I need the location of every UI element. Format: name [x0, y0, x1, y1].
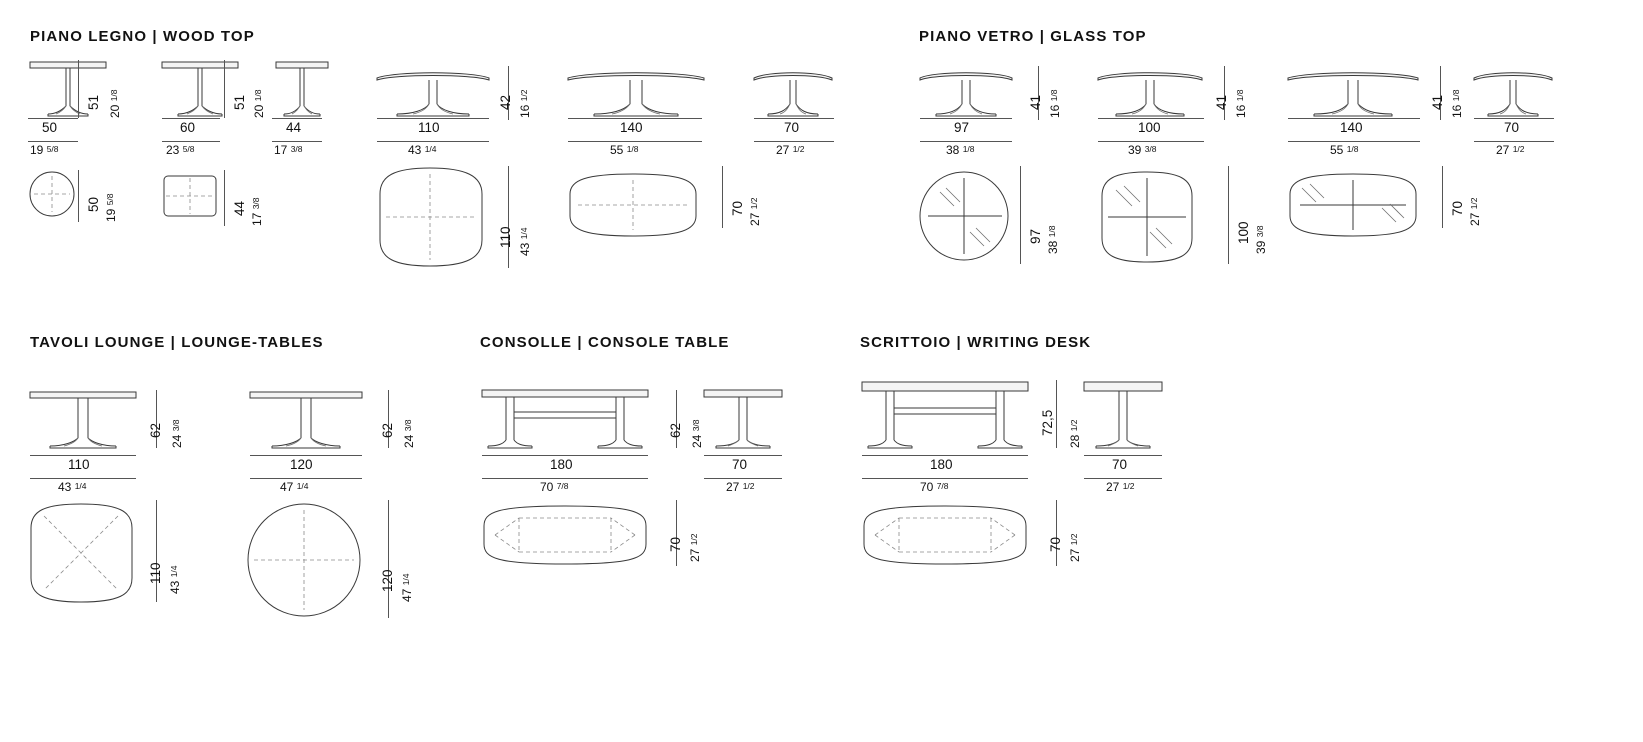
dim-rule	[28, 118, 78, 119]
dim-rule	[1084, 478, 1162, 479]
desk-table-70-elevation	[1082, 380, 1164, 450]
dim-rule	[250, 478, 362, 479]
console-depth-70-in: 27 1/2	[688, 533, 702, 562]
wood-depth-70-in: 27 1/2	[748, 197, 762, 226]
dim-rule	[272, 118, 322, 119]
dim-leader	[1440, 66, 1441, 120]
glass-table-97-plan	[918, 170, 1012, 264]
desk-table-180-plan	[861, 504, 1029, 566]
console-width-180-cm: 180	[550, 457, 573, 472]
desk-depth-70-in: 27 1/2	[1068, 533, 1082, 562]
wood-width-44-cm: 44	[286, 120, 302, 135]
dim-rule	[1474, 118, 1554, 119]
dim-rule	[754, 141, 834, 142]
dim-rule	[162, 141, 220, 142]
dim-rule	[482, 478, 648, 479]
dim-leader	[388, 390, 389, 448]
glass-width-97-cm: 97	[954, 120, 970, 135]
glass-width-70-cm: 70	[1504, 120, 1520, 135]
dim-rule	[1098, 141, 1204, 142]
lounge-width-120-cm: 120	[290, 457, 313, 472]
glass-width-140-in: 55 1/8	[1330, 143, 1359, 157]
wood-width-44-in: 17 3/8	[274, 143, 303, 157]
lounge-depth-120-in: 47 1/4	[400, 573, 414, 602]
dim-leader	[156, 390, 157, 448]
dim-leader	[1228, 166, 1229, 264]
dim-rule	[482, 455, 648, 456]
wood-table-44-plan	[162, 174, 218, 222]
dim-rule	[862, 455, 1028, 456]
console-height-62-cm: 62	[668, 422, 683, 438]
wood-table-50-elevation	[28, 60, 118, 118]
wood-height-51b-cm: 51	[232, 94, 247, 110]
console-side-width-70-in: 27 1/2	[726, 480, 755, 494]
dim-leader	[1038, 66, 1039, 120]
wood-table-70-elevation	[752, 68, 836, 118]
wood-height-51-cm: 51	[86, 94, 101, 110]
console-width-180-in: 70 7/8	[540, 480, 569, 494]
dim-leader	[1056, 500, 1057, 566]
wood-height-42-cm: 42	[498, 94, 513, 110]
wood-depth-44-in: 17 3/8	[250, 197, 264, 226]
console-side-width-70-cm: 70	[732, 457, 748, 472]
glass-width-100-cm: 100	[1138, 120, 1161, 135]
wood-height-51-in: 20 1/8	[108, 89, 122, 118]
desk-depth-70-cm: 70	[1048, 536, 1063, 552]
dim-leader	[1056, 380, 1057, 448]
dim-rule	[704, 478, 782, 479]
dim-leader	[224, 170, 225, 226]
dim-leader	[676, 390, 677, 448]
wood-width-60-in: 23 5/8	[166, 143, 195, 157]
glass-table-100-elevation	[1096, 68, 1206, 118]
lounge-height-62b-cm: 62	[380, 422, 395, 438]
glass-depth-70-in: 27 1/2	[1468, 197, 1482, 226]
wood-table-110-elevation	[375, 68, 491, 118]
lounge-table-120-elevation	[248, 390, 366, 452]
lounge-width-110-cm: 110	[68, 457, 90, 472]
glass-depth-97-cm: 97	[1028, 228, 1043, 244]
dim-rule	[1084, 455, 1162, 456]
dim-rule	[1098, 118, 1204, 119]
wood-height-42-in: 16 1/2	[518, 89, 532, 118]
wood-depth-44-cm: 44	[232, 200, 247, 216]
lounge-height-62a-in: 24 3/8	[170, 419, 184, 448]
dim-rule	[704, 455, 782, 456]
wood-table-140-elevation	[566, 68, 706, 118]
glass-depth-97-in: 38 1/8	[1046, 225, 1060, 254]
glass-depth-100-cm: 100	[1236, 221, 1251, 244]
glass-height-41a-in: 16 1/8	[1048, 89, 1062, 118]
wood-width-140-cm: 140	[620, 120, 643, 135]
wood-table-50-plan	[28, 170, 80, 222]
wood-width-110-in: 43 1/4	[408, 143, 437, 157]
section-title-writing-desk: SCRITTOIO | WRITING DESK	[860, 334, 1092, 351]
glass-table-100-plan	[1098, 170, 1196, 264]
dim-rule	[30, 478, 136, 479]
wood-table-44-elevation	[270, 60, 340, 118]
section-title-wood-top: PIANO LEGNO | WOOD TOP	[30, 28, 255, 45]
wood-table-140-plan	[566, 172, 700, 238]
console-table-70-elevation	[702, 388, 784, 450]
lounge-table-110-plan	[28, 502, 136, 604]
dim-leader	[78, 60, 79, 118]
console-depth-70-cm: 70	[668, 536, 683, 552]
dim-rule	[754, 118, 834, 119]
dim-leader	[676, 500, 677, 566]
lounge-table-110-elevation	[28, 390, 140, 452]
glass-width-97-in: 38 1/8	[946, 143, 975, 157]
wood-width-50-cm: 50	[42, 120, 58, 135]
section-title-console-table: CONSOLLE | CONSOLE TABLE	[480, 334, 730, 351]
wood-width-140-in: 55 1/8	[610, 143, 639, 157]
dim-leader	[508, 166, 509, 268]
lounge-table-120-plan	[246, 502, 362, 618]
dim-rule	[250, 455, 362, 456]
console-table-180-plan	[481, 504, 649, 566]
section-title-glass-top: PIANO VETRO | GLASS TOP	[919, 28, 1147, 45]
desk-side-width-70-in: 27 1/2	[1106, 480, 1135, 494]
dim-rule	[162, 118, 220, 119]
wood-depth-50-cm: 50	[86, 196, 101, 212]
glass-height-41a-cm: 41	[1028, 94, 1043, 110]
dim-leader	[224, 60, 225, 118]
glass-table-140-elevation	[1286, 68, 1422, 118]
dim-leader	[1020, 166, 1021, 264]
wood-depth-110-cm: 110	[498, 226, 513, 248]
dim-leader	[722, 166, 723, 228]
wood-depth-70-cm: 70	[730, 200, 745, 216]
dim-leader	[388, 500, 389, 618]
lounge-depth-110-in: 43 1/4	[168, 565, 182, 594]
dim-rule	[1288, 141, 1420, 142]
glass-height-41b-in: 16 1/8	[1234, 89, 1248, 118]
glass-table-70-elevation	[1472, 68, 1556, 118]
desk-height-725-in: 28 1/2	[1068, 419, 1082, 448]
wood-depth-110-in: 43 1/4	[518, 227, 532, 256]
dim-rule	[28, 141, 78, 142]
dim-rule	[1288, 118, 1420, 119]
dim-leader	[508, 66, 509, 120]
glass-width-140-cm: 140	[1340, 120, 1363, 135]
dim-rule	[1474, 141, 1554, 142]
wood-width-50-in: 19 5/8	[30, 143, 59, 157]
wood-width-70-in: 27 1/2	[776, 143, 805, 157]
wood-table-110-plan	[376, 166, 488, 268]
dim-rule	[272, 141, 322, 142]
console-table-180-elevation	[480, 388, 650, 450]
glass-depth-100-in: 39 3/8	[1254, 225, 1268, 254]
wood-width-60-cm: 60	[180, 120, 196, 135]
lounge-height-62a-cm: 62	[148, 422, 163, 438]
dim-leader	[1442, 166, 1443, 228]
glass-depth-70-cm: 70	[1450, 200, 1465, 216]
dim-leader	[156, 500, 157, 602]
wood-width-70-cm: 70	[784, 120, 800, 135]
glass-height-41c-cm: 41	[1430, 94, 1445, 110]
lounge-width-110-in: 43 1/4	[58, 480, 87, 494]
wood-width-110-cm: 110	[418, 120, 440, 135]
lounge-depth-110-cm: 110	[148, 562, 163, 584]
glass-height-41b-cm: 41	[1214, 94, 1229, 110]
dim-rule	[568, 118, 702, 119]
dim-rule	[920, 141, 1012, 142]
glass-width-100-in: 39 3/8	[1128, 143, 1157, 157]
dim-leader	[1224, 66, 1225, 120]
desk-width-180-cm: 180	[930, 457, 953, 472]
lounge-width-120-in: 47 1/4	[280, 480, 309, 494]
desk-height-725-cm: 72,5	[1040, 409, 1055, 436]
glass-table-97-elevation	[918, 68, 1014, 118]
glass-table-140-plan	[1286, 172, 1420, 238]
glass-width-70-in: 27 1/2	[1496, 143, 1525, 157]
section-title-lounge-tables: TAVOLI LOUNGE | LOUNGE-TABLES	[30, 334, 324, 351]
wood-depth-50-in: 19 5/8	[104, 193, 118, 222]
lounge-height-62b-in: 24 3/8	[402, 419, 416, 448]
desk-side-width-70-cm: 70	[1112, 457, 1128, 472]
dim-rule	[377, 141, 489, 142]
dim-rule	[377, 118, 489, 119]
desk-width-180-in: 70 7/8	[920, 480, 949, 494]
dim-rule	[30, 455, 136, 456]
dim-rule	[920, 118, 1012, 119]
dim-rule	[568, 141, 702, 142]
lounge-depth-120-cm: 120	[380, 569, 395, 592]
console-height-62-in: 24 3/8	[690, 419, 704, 448]
wood-height-51b-in: 20 1/8	[252, 89, 266, 118]
dim-leader	[78, 170, 79, 222]
desk-table-180-elevation	[860, 380, 1030, 450]
glass-height-41c-in: 16 1/8	[1450, 89, 1464, 118]
dim-rule	[862, 478, 1028, 479]
